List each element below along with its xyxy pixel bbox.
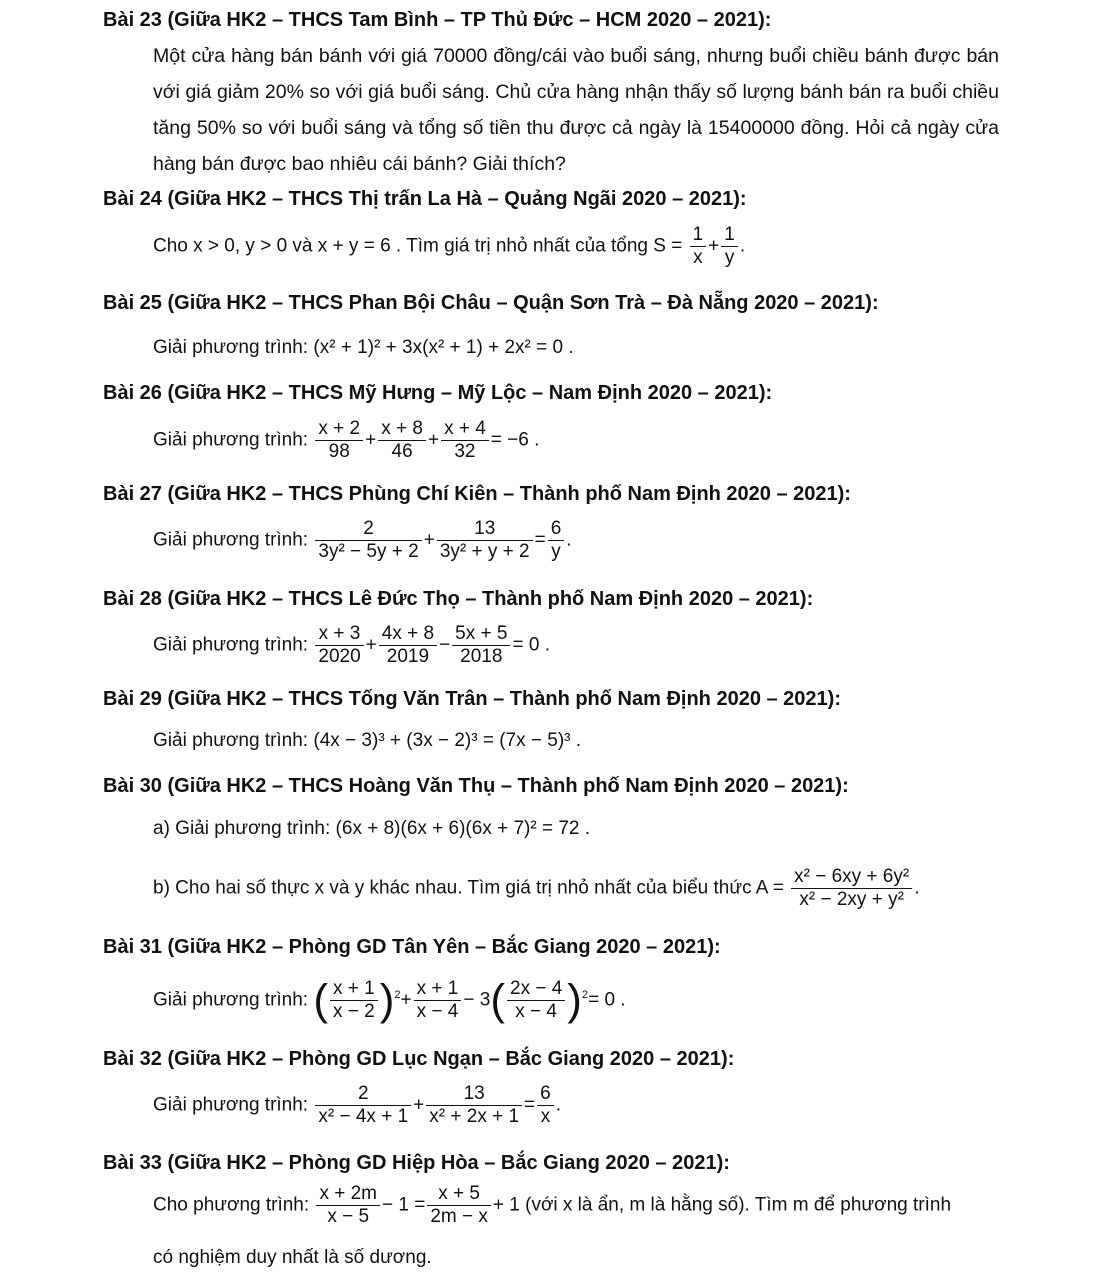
- fraction: $\frac{x + 5}{2m - x}$: [427, 1183, 491, 1228]
- fraction: $\frac{x + 1}{x - 2}$: [330, 978, 378, 1023]
- fraction: $\frac{2}{\text{3y² − 5y + 2}}$: [315, 518, 421, 563]
- problem-23-title: Bài 23 (Giữa HK2 – THCS Tam Bình – TP Thủ Đức – HCM 2020 – 2021):: [103, 9, 772, 31]
- fraction-1-over-x: $\frac{1}{x}$: [690, 224, 707, 269]
- problem-25-title: Bài 25 (Giữa HK2 – THCS Phan Bội Châu – Quận Sơn Trà – Đà Nẵng 2020 – 2021):: [103, 292, 879, 314]
- problem-32-statement: Giải phương trình: $\frac{2}{\text{x² − 4x + 1}}$ + $\frac{13}{\text{x² + 2x + 1}}$ = $\frac{6}{x}$ .: [153, 1083, 562, 1127]
- problem-25-statement: Giải phương trình: (x² + 1)² + 3x(x² + 1) + 2x² = 0 .: [153, 337, 574, 358]
- fraction: $\frac{x + 2}{98}$: [315, 418, 363, 463]
- problem-28-statement: Giải phương trình: $\frac{x + 3}{2020}$ + $\frac{4x + 8}{2019}$ − $\frac{5x + 5}{2018}$ = 0 .: [153, 623, 550, 667]
- fraction: $\frac{x + 3}{2020}$: [315, 623, 363, 668]
- equation: (x² + 1)² + 3x(x² + 1) + 2x² = 0 .: [313, 337, 574, 358]
- fraction: $\frac{x + 2m}{x - 5}$: [316, 1183, 380, 1228]
- problem-29-title: Bài 29 (Giữa HK2 – THCS Tống Văn Trân – Thành phố Nam Định 2020 – 2021):: [103, 688, 841, 710]
- fraction: $\frac{2x - 4}{x - 4}$: [507, 978, 565, 1023]
- problem-27-statement: Giải phương trình: $\frac{2}{\text{3y² − 5y + 2}}$ + $\frac{13}{\text{3y² + y + 2}}$ = $\frac{6}{y}$ .: [153, 518, 572, 562]
- fraction: $\frac{x + 1}{x - 4}$: [414, 978, 462, 1023]
- problem-30-title: Bài 30 (Giữa HK2 – THCS Hoàng Văn Thụ – Thành phố Nam Định 2020 – 2021):: [103, 775, 849, 797]
- problem-30-part-a: a) Giải phương trình: (6x + 8)(6x + 6)(6x + 7)² = 72 .: [153, 818, 591, 839]
- problem-33-statement: Cho phương trình: $\frac{x + 2m}{x - 5}$ − 1 = $\frac{x + 5}{2m - x}$ + 1 (với x là ẩn, m là hằng số). Tìm m để phương trình: [153, 1183, 952, 1227]
- equation: (6x + 8)(6x + 6)(6x + 7)² = 72 .: [335, 818, 591, 839]
- fraction: $\frac{\text{x² − 6xy + 6y²}}{\text{x² − 2xy + y²}}$: [791, 866, 912, 911]
- problem-24-statement: Cho x > 0, y > 0 và x + y = 6 . Tìm giá trị nhỏ nhất của tổng S = $\frac{1}{x}$ + $\frac{1}{y}$ .: [153, 224, 746, 268]
- problem-29-statement: Giải phương trình: (4x − 3)³ + (3x − 2)³ = (7x − 5)³ .: [153, 730, 582, 751]
- fraction-1-over-y: $\frac{1}{y}$: [721, 224, 738, 269]
- fraction: $\frac{x + 4}{32}$: [441, 418, 489, 463]
- problem-31-statement: Giải phương trình: ( $\frac{x + 1}{x - 2}$ )$^2$+ $\frac{x + 1}{x - 4}$ − 3( $\frac{2x - 4}{x - 4}$ )$^2$= 0 .: [153, 975, 626, 1025]
- problem-28-title: Bài 28 (Giữa HK2 – THCS Lê Đức Thọ – Thành phố Nam Định 2020 – 2021):: [103, 588, 814, 610]
- problem-23-text: Một cửa hàng bán bánh với giá 70000 đồng/cái vào buổi sáng, nhưng buổi chiều bánh được bán với giá giảm 20% so với giá buổi sáng. Chủ cửa hàng nhận thấy số lượng bánh bán ra buổi chiều tăng 50% so với buổi sáng và tổng số tiền thu được cả ngày là 15400000 đồng. Hỏi cả ngày cửa hàng bán được bao nhiêu cái bánh? Giải thích?: [153, 45, 999, 175]
- fraction: $\frac{4x + 8}{2019}$: [379, 623, 437, 668]
- problem-30-part-b: b) Cho hai số thực x và y khác nhau. Tìm giá trị nhỏ nhất của biểu thức A = $\frac{\text{x² − 6xy + 6y²}}{\text{x² − 2xy + y²}}$ .: [153, 866, 920, 910]
- equation: (4x − 3)³ + (3x − 2)³ = (7x − 5)³ .: [313, 730, 582, 751]
- fraction: $\frac{6}{x}$: [537, 1083, 554, 1128]
- problem-26-title: Bài 26 (Giữa HK2 – THCS Mỹ Hưng – Mỹ Lộc – Nam Định 2020 – 2021):: [103, 382, 773, 404]
- problem-26-statement: Giải phương trình: $\frac{x + 2}{98}$ + $\frac{x + 8}{46}$ + $\frac{x + 4}{32}$ = −6 .: [153, 418, 540, 462]
- problem-27-title: Bài 27 (Giữa HK2 – THCS Phùng Chí Kiên – Thành phố Nam Định 2020 – 2021):: [103, 483, 851, 505]
- fraction: $\frac{5x + 5}{2018}$: [452, 623, 510, 668]
- fraction: $\frac{x + 8}{46}$: [378, 418, 426, 463]
- problem-24-title: Bài 24 (Giữa HK2 – THCS Thị trấn La Hà – Quảng Ngãi 2020 – 2021):: [103, 188, 747, 210]
- problem-31-title: Bài 31 (Giữa HK2 – Phòng GD Tân Yên – Bắc Giang 2020 – 2021):: [103, 936, 721, 958]
- fraction: $\frac{13}{\text{3y² + y + 2}}$: [437, 518, 533, 563]
- problem-33-statement-line2: có nghiệm duy nhất là số dương.: [153, 1247, 432, 1268]
- fraction: $\frac{2}{\text{x² − 4x + 1}}$: [315, 1083, 411, 1128]
- fraction: $\frac{6}{y}$: [548, 518, 565, 563]
- fraction: $\frac{13}{\text{x² + 2x + 1}}$: [426, 1083, 522, 1128]
- problem-32-title: Bài 32 (Giữa HK2 – Phòng GD Lục Ngạn – Bắc Giang 2020 – 2021):: [103, 1048, 735, 1070]
- problem-33-title: Bài 33 (Giữa HK2 – Phòng GD Hiệp Hòa – Bắc Giang 2020 – 2021):: [103, 1152, 730, 1174]
